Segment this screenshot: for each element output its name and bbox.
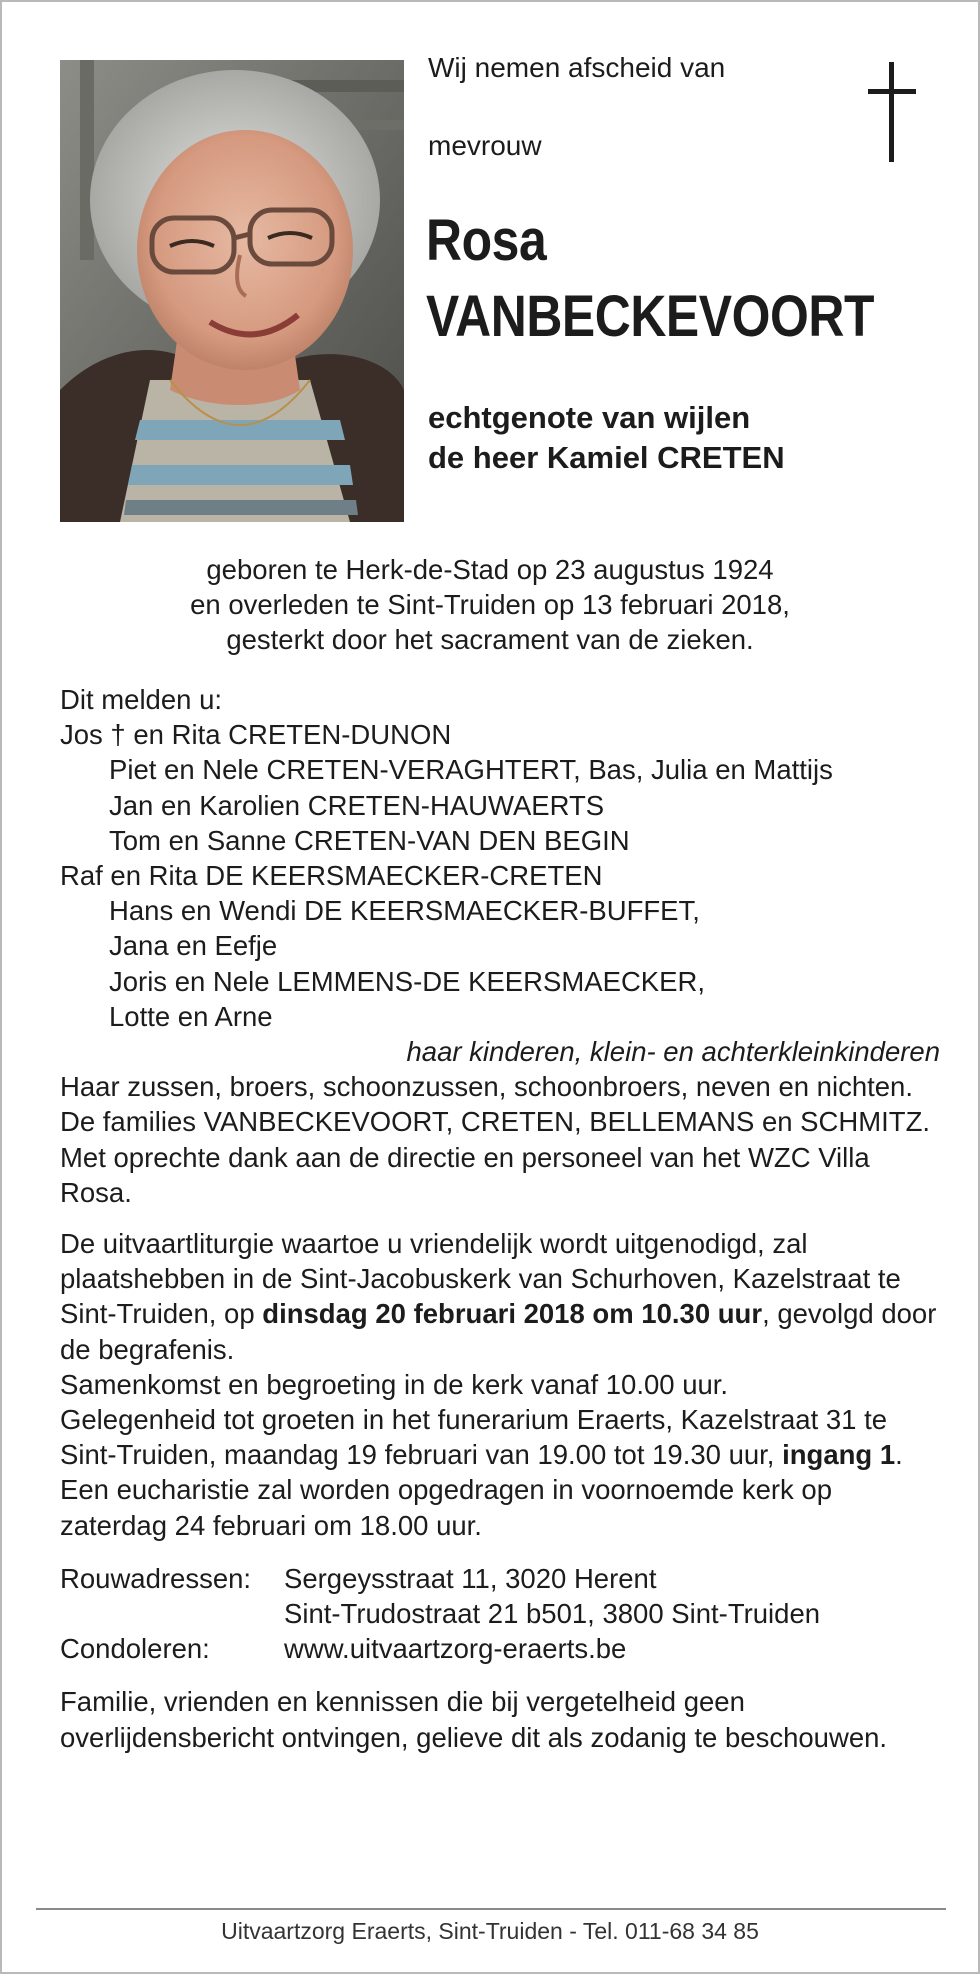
- spacer: [60, 1666, 940, 1684]
- sacrament-line: gesterkt door het sacrament van de zieken.: [226, 624, 754, 655]
- visitation-text: Gelegenheid tot groeten in het funerarium Eraerts, Kazelstraat 31 te Sint-Truiden, maandag 19 februari van 19.00 tot 19.30 uur,: [60, 1404, 888, 1471]
- death-line: en overleden te Sint-Truiden op 13 februari 2018,: [190, 589, 790, 620]
- gathering-line: Samenkomst en begroeting in de kerk vanaf 10.00 uur.: [60, 1368, 729, 1400]
- funeral-text: , gevolgd door de begrafenis.: [60, 1298, 937, 1365]
- spouse-line-1: echtgenote van wijlen: [428, 400, 751, 435]
- entrance-label: ingang 1: [782, 1439, 896, 1471]
- spouse-line-2: de heer Kamiel CRETEN: [428, 440, 785, 475]
- condolence-row: [60, 1631, 940, 1666]
- funeral-date: dinsdag 20 februari 2018 om 10.30 uur: [262, 1298, 763, 1330]
- mourning-address-2: Sint-Trudostraat 21 b501, 3800 Sint-Truiden: [284, 1598, 821, 1630]
- birth-line: geboren te Herk-de-Stad op 23 augustus 1924: [206, 554, 774, 585]
- family-line: Jana en Eefje: [109, 930, 278, 962]
- funeral-text: De uitvaartliturgie waartoe u vriendelijk wordt uitgenodigd, zal plaatshebben in de Sint-Jacobuskerk van Schurhoven, Kazelstraat te Sint-Truiden, op: [60, 1228, 901, 1330]
- thanks-line: Met oprechte dank aan de directie en personeel van het WZC Villa Rosa.: [60, 1141, 870, 1208]
- footer-text: Uitvaartzorg Eraerts, Sint-Truiden - Tel. 011-68 34 85: [221, 1918, 759, 1944]
- mourning-address-row: [60, 1561, 940, 1596]
- announcement-body: [60, 682, 940, 1755]
- spacer: [60, 1543, 940, 1561]
- family-role: haar kinderen, klein- en achterkleinkinderen: [406, 1036, 940, 1068]
- family-line: Jos † en Rita CRETEN-DUNON: [60, 719, 452, 751]
- mourning-address-label: Rouwadressen:: [60, 1562, 252, 1594]
- eucharist-line: Een eucharistie zal worden opgedragen in voornoemde kerk op zaterdag 24 februari om 18.00 uur.: [60, 1474, 833, 1541]
- family-line: Tom en Sanne CRETEN-VAN DEN BEGIN: [109, 824, 630, 856]
- first-name: Rosa: [426, 208, 547, 273]
- spacer: [60, 1210, 940, 1226]
- spouse-block: [428, 398, 785, 478]
- family-line: Joris en Nele LEMMENS-DE KEERSMAECKER,: [109, 965, 705, 997]
- siblings-line: Haar zussen, broers, schoonzussen, schoonbroers, neven en nichten.: [60, 1071, 913, 1103]
- birth-death-block: [2, 552, 978, 657]
- family-line: Raf en Rita DE KEERSMAECKER-CRETEN: [60, 860, 603, 892]
- portrait-photo: [60, 60, 404, 522]
- family-line: Hans en Wendi DE KEERSMAECKER-BUFFET,: [109, 895, 700, 927]
- intro-text: Wij nemen afscheid van: [428, 52, 726, 83]
- families-line: De families VANBECKEVOORT, CRETEN, BELLEMANS en SCHMITZ.: [60, 1106, 931, 1138]
- condolence-label: Condoleren:: [60, 1633, 210, 1665]
- mourning-address-row: [60, 1596, 940, 1631]
- last-name: VANBECKEVOORT: [426, 284, 874, 349]
- honorific: mevrouw: [428, 130, 542, 161]
- visitation-text: .: [895, 1439, 903, 1471]
- family-intro: Dit melden u:: [60, 684, 223, 715]
- funeral-paragraph: [60, 1226, 940, 1367]
- mourning-address-1: Sergeysstraat 11, 3020 Herent: [284, 1562, 657, 1594]
- family-line: Lotte en Arne: [109, 1000, 273, 1032]
- latin-cross-icon: [862, 62, 922, 162]
- condolence-website-link[interactable]: www.uitvaartzorg-eraerts.be: [284, 1633, 627, 1665]
- family-line: Piet en Nele CRETEN-VERAGHTERT, Bas, Julia en Mattijs: [109, 754, 833, 786]
- footer-divider: [36, 1908, 946, 1910]
- spacer: [60, 1596, 284, 1631]
- family-line: Jan en Karolien CRETEN-HAUWAERTS: [109, 789, 605, 821]
- notice-paragraph: Familie, vrienden en kennissen die bij vergetelheid geen overlijdensbericht ontvingen, gelieve dit als zodanig te beschouwen.: [60, 1686, 888, 1753]
- visitation-paragraph: [60, 1402, 940, 1472]
